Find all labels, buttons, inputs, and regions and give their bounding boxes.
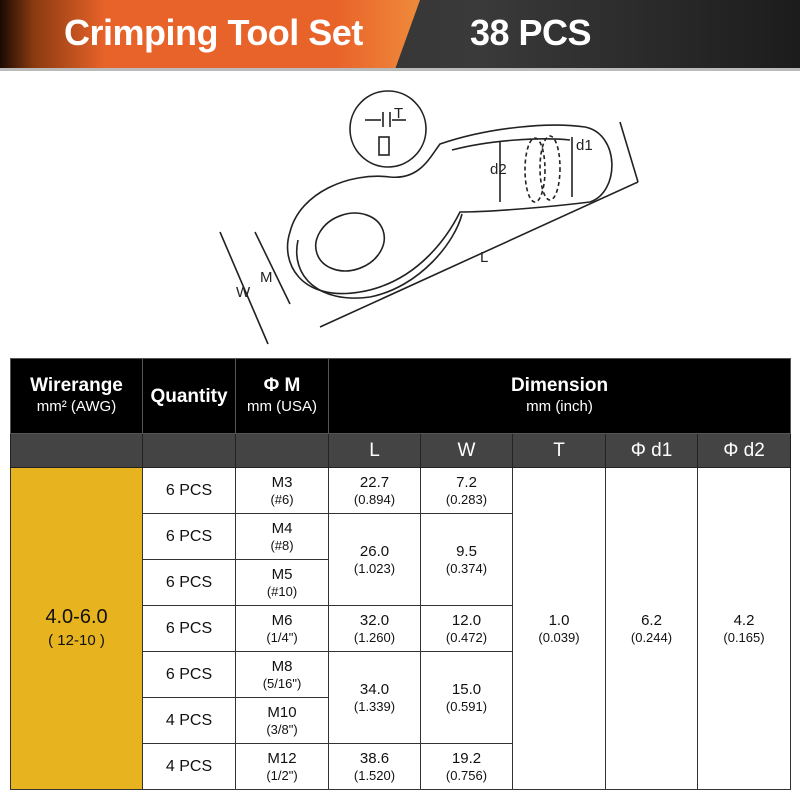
- m-cell: M5 (#10): [236, 560, 329, 606]
- qty-cell: 4 PCS: [143, 744, 236, 790]
- banner-count: 38 PCS: [470, 12, 592, 53]
- banner-title: Crimping Tool Set: [64, 12, 363, 53]
- m-cell: M12 (1/2"): [236, 744, 329, 790]
- qty-cell: 6 PCS: [143, 652, 236, 698]
- subheader-w: W: [421, 434, 513, 468]
- l-cell: 34.0 (1.339): [329, 652, 421, 744]
- qty-cell: 4 PCS: [143, 698, 236, 744]
- title-banner: [0, 0, 800, 70]
- label-l: L: [480, 249, 489, 266]
- d1-cell: 6.2 (0.244): [606, 468, 698, 790]
- table-row: [11, 468, 791, 514]
- terminal-drawing: [220, 91, 638, 344]
- header-m: Φ M mm (USA): [236, 359, 329, 434]
- d2-cell: 4.2 (0.165): [698, 468, 791, 790]
- subheader-empty: [11, 434, 143, 468]
- label-w: W: [236, 284, 251, 301]
- w-cell: 9.5 (0.374): [421, 514, 513, 606]
- subheader-empty: [236, 434, 329, 468]
- label-d2: d2: [490, 161, 507, 178]
- ring-terminal-diagram: [190, 82, 650, 352]
- w-cell: 7.2 (0.283): [421, 468, 513, 514]
- label-m: M: [260, 269, 273, 286]
- subheader-l: L: [329, 434, 421, 468]
- m-cell: M4 (#8): [236, 514, 329, 560]
- m-cell: M3 (#6): [236, 468, 329, 514]
- w-cell: 19.2 (0.756): [421, 744, 513, 790]
- l-cell: 26.0 (1.023): [329, 514, 421, 606]
- t-cell: 1.0 (0.039): [513, 468, 606, 790]
- qty-cell: 6 PCS: [143, 514, 236, 560]
- header-quantity: Quantity: [143, 359, 236, 434]
- w-cell: 12.0 (0.472): [421, 606, 513, 652]
- header-wirerange: Wirerange mm² (AWG): [11, 359, 143, 434]
- qty-cell: 6 PCS: [143, 560, 236, 606]
- m-cell: M6 (1/4"): [236, 606, 329, 652]
- subheader-empty: [143, 434, 236, 468]
- m-cell: M10 (3/8"): [236, 698, 329, 744]
- label-d1: d1: [576, 137, 593, 154]
- subheader-t: T: [513, 434, 606, 468]
- spec-table: [10, 358, 791, 790]
- qty-cell: 6 PCS: [143, 606, 236, 652]
- w-cell: 15.0 (0.591): [421, 652, 513, 744]
- l-cell: 22.7 (0.894): [329, 468, 421, 514]
- subheader-d2: Φ d2: [698, 434, 791, 468]
- l-cell: 38.6 (1.520): [329, 744, 421, 790]
- header-dimension: Dimension mm (inch): [329, 359, 791, 434]
- wirerange-cell: 4.0-6.0 ( 12-10 ): [11, 468, 143, 790]
- label-t: T: [394, 105, 404, 122]
- m-cell: M8 (5/16"): [236, 652, 329, 698]
- l-cell: 32.0 (1.260): [329, 606, 421, 652]
- qty-cell: 6 PCS: [143, 468, 236, 514]
- subheader-d1: Φ d1: [606, 434, 698, 468]
- banner-divider: [0, 68, 800, 71]
